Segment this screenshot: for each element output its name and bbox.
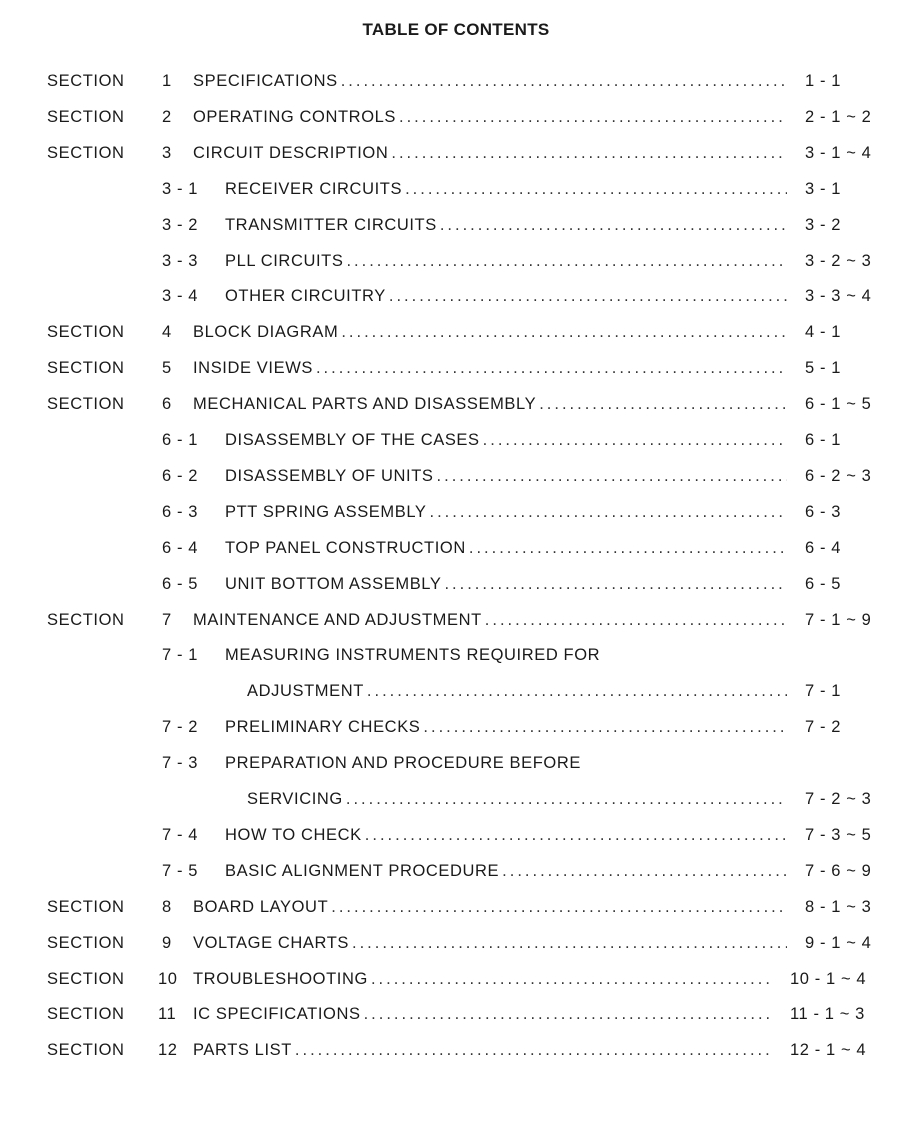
subsection-title-continued: SERVICING: [247, 790, 343, 808]
toc-section-row: [0, 314, 912, 350]
leader-dots: [346, 251, 787, 271]
toc-section-row: [0, 925, 912, 961]
page-reference: 3 - 1: [805, 179, 842, 198]
toc-subsection-row: [0, 566, 912, 602]
page-reference: 6 - 1 ~ 5: [805, 395, 872, 414]
subsection-number: 7 - 2: [162, 718, 199, 737]
subsection-title: DISASSEMBLY OF UNITS: [225, 466, 434, 485]
toc-subsection-row: [0, 637, 912, 673]
toc-section-row: [0, 961, 912, 997]
leader-dots: [391, 143, 787, 163]
page-reference: 5 - 1: [805, 359, 842, 378]
page-reference: 3 - 3 ~ 4: [805, 287, 872, 306]
page-reference: 10 - 1 ~ 4: [790, 969, 867, 988]
page-reference: 7 - 1 ~ 9: [805, 610, 872, 629]
section-title: MECHANICAL PARTS AND DISASSEMBLY: [193, 395, 537, 414]
page-reference: 7 - 6 ~ 9: [805, 861, 872, 880]
leader-dots: [440, 215, 787, 235]
toc-section-row: [0, 602, 912, 638]
leader-dots: [365, 825, 787, 845]
leader-dots: [437, 466, 787, 486]
subsection-title-continued: ADJUSTMENT: [247, 682, 364, 701]
leader-dots: [364, 1004, 772, 1024]
toc-section-row: [0, 99, 912, 135]
page-reference: 12 - 1 ~ 4: [790, 1041, 867, 1060]
section-number: 3: [162, 143, 172, 162]
leader-dots: [469, 538, 787, 558]
page-reference: 1 - 1: [805, 72, 842, 90]
subsection-title: DISASSEMBLY OF THE CASES: [225, 431, 480, 449]
subsection-title: UNIT BOTTOM ASSEMBLY: [225, 574, 442, 593]
toc-subsection-row: [0, 422, 912, 458]
leader-dots: [485, 610, 787, 630]
subsection-title: MEASURING INSTRUMENTS REQUIRED FOR: [225, 646, 601, 665]
section-number: 6: [162, 395, 172, 414]
section-label: SECTION: [47, 969, 125, 988]
section-label: SECTION: [47, 359, 125, 378]
leader-dots: [295, 1040, 772, 1060]
subsection-number: 7 - 3: [162, 754, 199, 773]
page-reference: 4 - 1: [805, 323, 842, 342]
leader-dots: [399, 107, 787, 127]
section-label: SECTION: [47, 107, 125, 126]
leader-dots: [371, 969, 772, 989]
subsection-number: 7 - 5: [162, 861, 199, 880]
subsection-number: 7 - 1: [162, 646, 199, 665]
page-reference: 6 - 5: [805, 574, 842, 593]
section-label: SECTION: [47, 395, 125, 414]
toc-subsection-row: [0, 494, 912, 530]
section-title: BOARD LAYOUT: [193, 897, 329, 916]
subsection-number: 6 - 5: [162, 574, 199, 593]
subsection-title: PLL CIRCUITS: [225, 251, 344, 270]
section-number: 1: [162, 72, 172, 90]
page-reference: 7 - 3 ~ 5: [805, 825, 872, 844]
subsection-title: TOP PANEL CONSTRUCTION: [225, 538, 466, 557]
section-title: INSIDE VIEWS: [193, 359, 313, 378]
section-number: 7: [162, 610, 172, 629]
toc-section-row: [0, 889, 912, 925]
leader-dots: [331, 897, 787, 917]
leader-dots: [502, 861, 787, 881]
subsection-number: 6 - 3: [162, 502, 199, 521]
section-number: 4: [162, 323, 172, 342]
subsection-title: PREPARATION AND PROCEDURE BEFORE: [225, 754, 581, 773]
leader-dots: [367, 681, 787, 701]
subsection-number: 3 - 1: [162, 179, 199, 198]
subsection-title: PRELIMINARY CHECKS: [225, 718, 421, 737]
leader-dots: [341, 322, 787, 342]
subsection-title: OTHER CIRCUITRY: [225, 287, 386, 306]
toc-subsection-row: [0, 745, 912, 781]
toc-subsection-row: [0, 817, 912, 853]
section-number: 5: [162, 359, 172, 378]
section-label: SECTION: [47, 1005, 125, 1024]
section-number: 2: [162, 107, 172, 126]
page-reference: 6 - 3: [805, 502, 842, 521]
leader-dots: [389, 286, 787, 306]
toc-subsection-row: [0, 673, 912, 709]
section-number: 12: [158, 1041, 178, 1060]
section-label: SECTION: [47, 143, 125, 162]
toc-subsection-row: [0, 458, 912, 494]
leader-dots: [316, 358, 787, 378]
page-reference: 7 - 1: [805, 682, 842, 701]
section-number: 10: [158, 969, 178, 988]
leader-dots: [539, 394, 787, 414]
subsection-title: PTT SPRING ASSEMBLY: [225, 502, 427, 521]
section-number: 11: [158, 1005, 177, 1024]
page-reference: 6 - 4: [805, 538, 842, 557]
section-label: SECTION: [47, 897, 125, 916]
page-reference: 7 - 2 ~ 3: [805, 790, 872, 808]
toc-section-row: [0, 996, 912, 1032]
page-reference: 8 - 1 ~ 3: [805, 897, 872, 916]
leader-dots: [430, 502, 787, 522]
leader-dots: [483, 430, 787, 450]
page-reference: 6 - 1: [805, 431, 842, 449]
leader-dots: [341, 71, 787, 91]
page-reference: 3 - 2 ~ 3: [805, 251, 872, 270]
subsection-title: RECEIVER CIRCUITS: [225, 179, 403, 198]
section-title: CIRCUIT DESCRIPTION: [193, 143, 389, 162]
page-reference: 7 - 2: [805, 718, 842, 737]
toc-subsection-row: [0, 781, 912, 817]
section-label: SECTION: [47, 323, 125, 342]
page-reference: 6 - 2 ~ 3: [805, 466, 872, 485]
leader-dots: [352, 933, 787, 953]
section-number: 9: [162, 933, 172, 952]
section-label: SECTION: [47, 72, 125, 90]
subsection-title: HOW TO CHECK: [225, 825, 362, 844]
toc-subsection-row: [0, 709, 912, 745]
leader-dots: [405, 179, 787, 199]
subsection-number: 6 - 4: [162, 538, 199, 557]
subsection-number: 3 - 4: [162, 287, 199, 306]
section-title: BLOCK DIAGRAM: [193, 323, 339, 342]
section-label: SECTION: [47, 1041, 125, 1060]
subsection-number: 3 - 2: [162, 215, 199, 234]
toc-section-row: [0, 1032, 912, 1068]
toc-subsection-row: [0, 853, 912, 889]
subsection-number: 6 - 1: [162, 431, 199, 449]
toc-section-row: [0, 386, 912, 422]
section-title: IC SPECIFICATIONS: [193, 1005, 361, 1024]
toc-subsection-row: [0, 530, 912, 566]
toc-subsection-row: [0, 207, 912, 243]
section-title: PARTS LIST: [193, 1041, 292, 1060]
leader-dots: [423, 717, 787, 737]
section-label: SECTION: [47, 933, 125, 952]
leader-dots: [346, 789, 787, 809]
subsection-title: TRANSMITTER CIRCUITS: [225, 215, 437, 234]
page-title: TABLE OF CONTENTS: [362, 20, 550, 39]
section-label: SECTION: [47, 610, 125, 629]
page-reference: 2 - 1 ~ 2: [805, 107, 872, 126]
page-reference: 3 - 2: [805, 215, 842, 234]
section-title: TROUBLESHOOTING: [193, 969, 368, 988]
toc-section-row: [0, 135, 912, 171]
page-reference: 9 - 1 ~ 4: [805, 933, 872, 952]
section-title: VOLTAGE CHARTS: [193, 933, 350, 952]
subsection-number: 6 - 2: [162, 466, 199, 485]
section-title: MAINTENANCE AND ADJUSTMENT: [193, 610, 482, 629]
leader-dots: [444, 574, 787, 594]
page-reference: 11 - 1 ~ 3: [790, 1005, 865, 1024]
toc-subsection-row: [0, 171, 912, 207]
toc-section-row: [0, 63, 912, 99]
subsection-number: 3 - 3: [162, 251, 199, 270]
toc-section-row: [0, 350, 912, 386]
toc-subsection-row: [0, 243, 912, 279]
subsection-number: 7 - 4: [162, 825, 199, 844]
section-title: SPECIFICATIONS: [193, 72, 338, 90]
subsection-title: BASIC ALIGNMENT PROCEDURE: [225, 861, 500, 880]
toc-subsection-row: [0, 278, 912, 314]
section-number: 8: [162, 897, 172, 916]
section-title: OPERATING CONTROLS: [193, 107, 397, 126]
page-reference: 3 - 1 ~ 4: [805, 143, 872, 162]
